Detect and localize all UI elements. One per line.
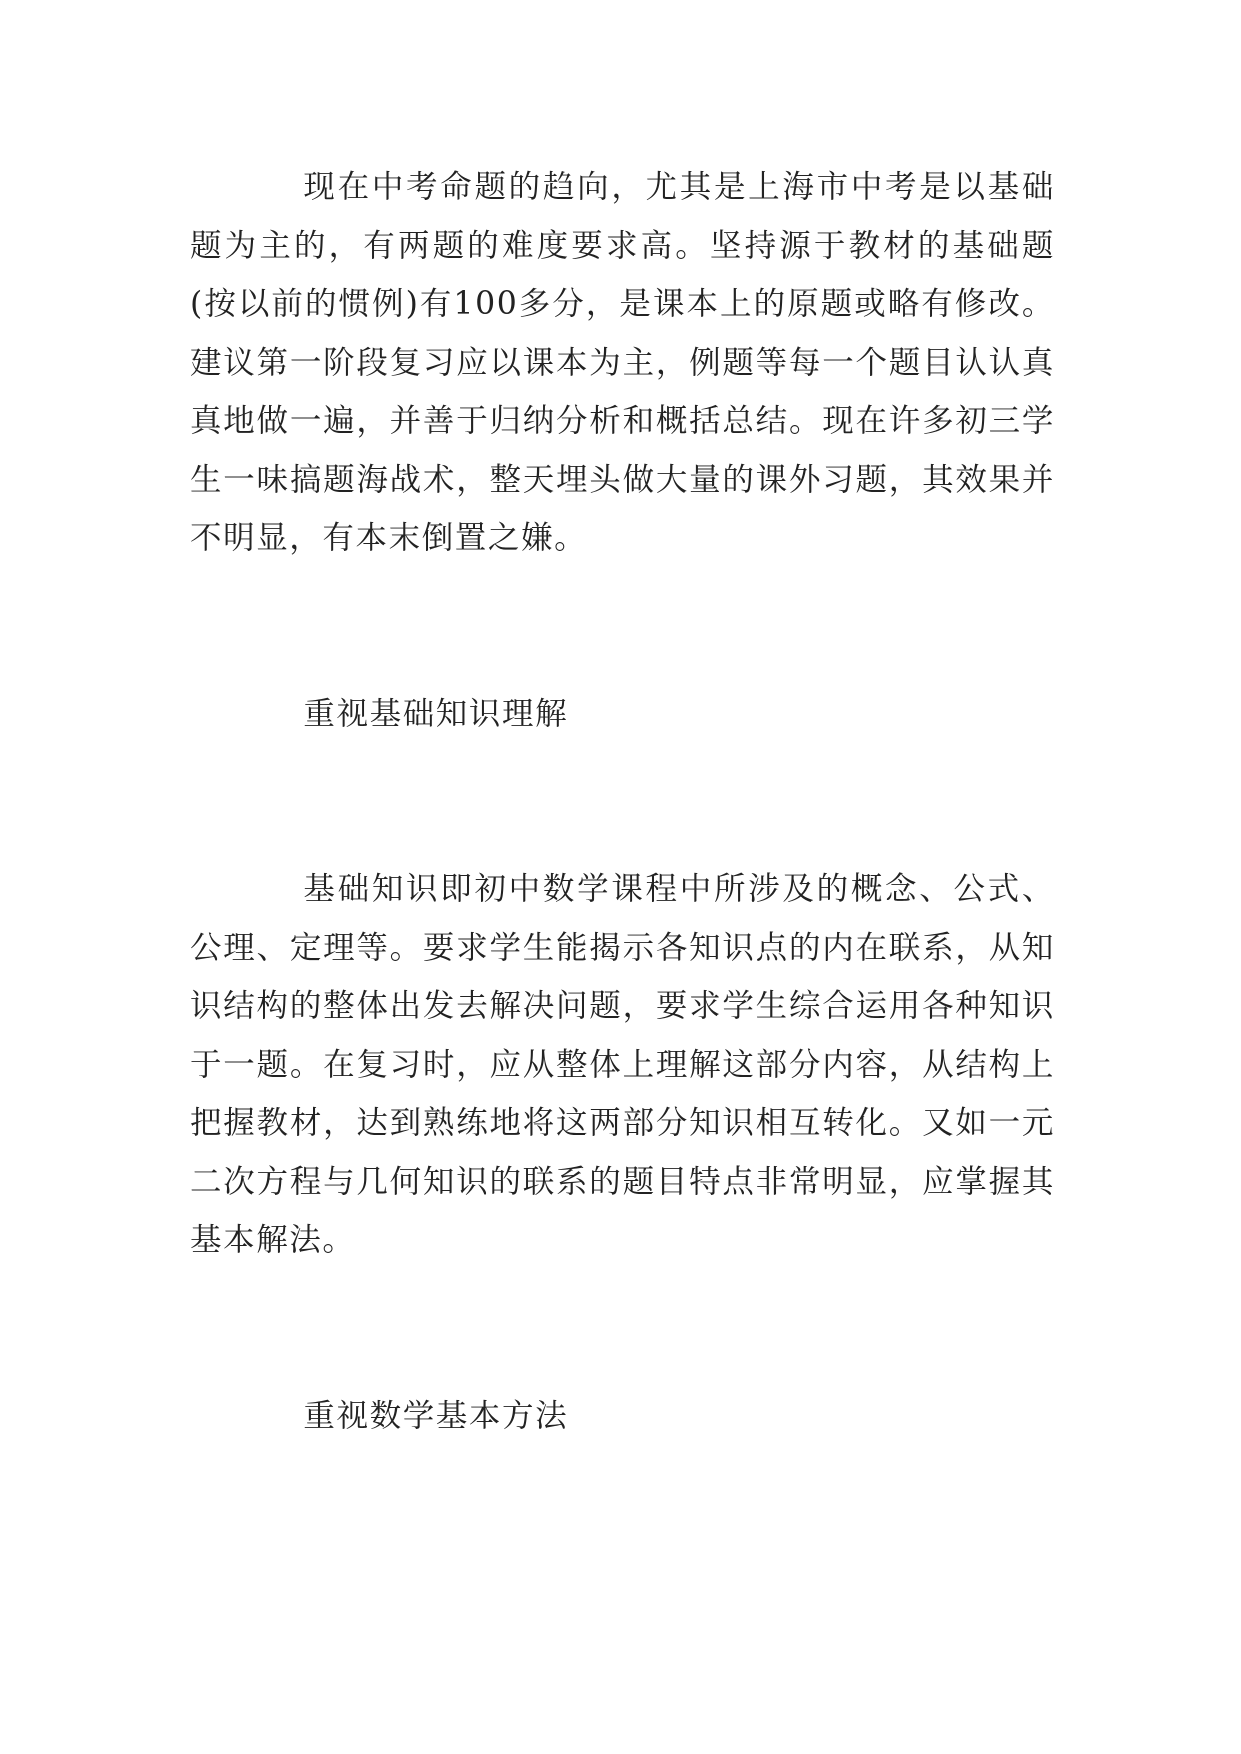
section-heading-basic-knowledge: 重视基础知识理解 [303, 695, 569, 732]
paragraph-basic-knowledge: 基础知识即初中数学课程中所涉及的概念、公式、公理、定理等。要求学生能揭示各知识点的内在联系，从知识结构的整体出发去解决问题，要求学生综合运用各种知识于一题。在复习时，应从整体上理解这部分内容，从结构上把握教材，达到熟练地将这两部分知识相互转化。又如一元二次方程与几何知识的联系的题目特点非常明显，应掌握其基本解法。 [190, 871, 1055, 1258]
paragraph-exam-trends: 现在中考命题的趋向，尤其是上海市中考是以基础题为主的，有两题的难度要求高。坚持源于教材的基础题(按以前的惯例)有100多分，是课本上的原题或略有修改。建议第一阶段复习应以课本为主，例题等每一个题目认认真真地做一遍，并善于归纳分析和概括总结。现在许多初三学生一味搞题海战术，整天埋头做大量的课外习题，其效果并不明显，有本末倒置之嫌。 [190, 169, 1055, 556]
document-body [190, 158, 1055, 1445]
section-heading-basic-methods: 重视数学基本方法 [303, 1397, 569, 1434]
